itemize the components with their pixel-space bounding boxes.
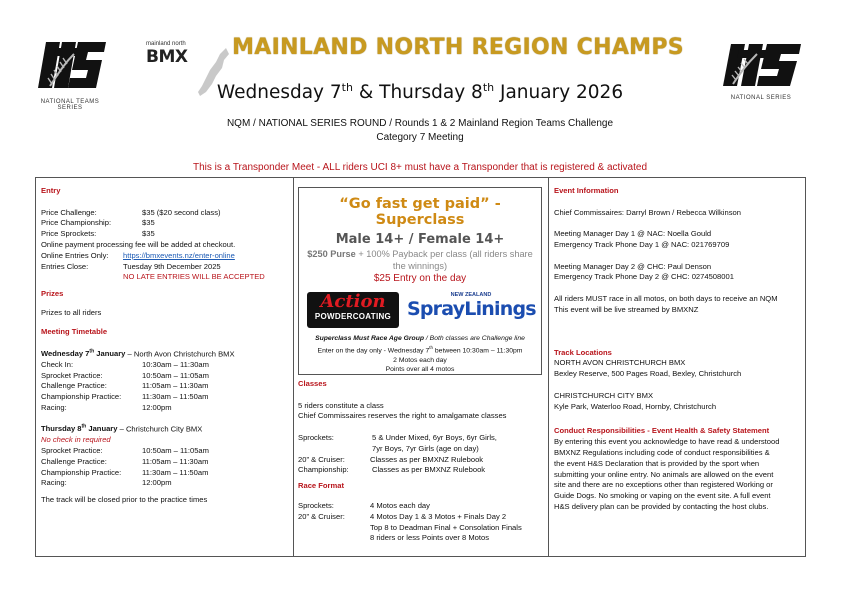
superclass-purse: $250 Purse + 100% Payback per class (all riders share the winnings) [307, 249, 533, 271]
track-phone-day1: Emergency Track Phone Day 1 @ NAC: 021769709 [554, 239, 730, 249]
timetable-row [41, 371, 289, 382]
sponsor-logos [299, 288, 541, 334]
timetable-row [41, 403, 289, 414]
timetable-time: 11:05am – 11:30am [142, 456, 209, 466]
no-late-entries: NO LATE ENTRIES WILL BE ACCEPTED [123, 272, 265, 282]
column-divider [548, 177, 549, 557]
track-phone-day2: Emergency Track Phone Day 2 @ CHC: 0274508001 [554, 272, 734, 282]
day1-title: Wednesday 7th January – North Avon Christchurch BMX [41, 348, 235, 359]
sprockets-classes-row: Sprockets: 5 & Under Mixed, 6yr Boys, 6yr Girls, [298, 432, 497, 442]
meeting-manager-day2: Meeting Manager Day 2 @ CHC: Paul Denson [554, 261, 712, 271]
meeting-manager-day1: Meeting Manager Day 1 @ NAC: Noella Gould [554, 229, 712, 239]
timetable-time: 11:30am – 11:50am [142, 392, 209, 402]
superclass-rule: Superclass Must Race Age Group / Both classes are Challenge line [315, 335, 525, 342]
timetable-time: 10:50am – 11:05am [142, 370, 209, 380]
conduct-line: Guide Dogs. No smoking or vaping on the event site. A full event [554, 491, 771, 501]
timetable-time: 11:05am – 11:30am [142, 381, 209, 391]
format-cruiser-cont1: Top 8 to Deadman Final + Consolation Finals [370, 522, 522, 532]
ns-logo-icon [30, 40, 110, 92]
prizes-heading: Prizes [41, 289, 64, 299]
timetable-time: 10:30am – 11:30am [142, 359, 209, 369]
fee-note: Online payment processing fee will be added at checkout. [41, 239, 236, 249]
championship-classes-row: Championship: Classes as per BMXNZ Rulebook [298, 465, 486, 475]
livestream-note: This event will be live streamed by BMXNZ [554, 304, 699, 314]
superclass-motos: 2 Motos each day [393, 357, 447, 365]
track-locations-heading: Track Locations [554, 347, 612, 357]
classes-line2: Chief Commissaires reserves the right to amalgamate classes [298, 411, 507, 421]
cruiser-classes-row: 20” & Cruiser: Classes as per BMXNZ Rulebook [298, 454, 484, 464]
timetable-label: Sprocket Practice: [41, 370, 103, 380]
timetable-row [41, 392, 289, 403]
timetable-heading: Meeting Timetable [41, 326, 108, 336]
event-date: Wednesday 7th & Thursday 8th January 2026 [216, 81, 624, 103]
conduct-statement [554, 437, 802, 513]
middle-column [298, 379, 546, 544]
timetable-label: Challenge Practice: [41, 381, 107, 391]
timetable-label: Racing: [41, 403, 67, 413]
club-logo-big-text: BMX [146, 47, 188, 67]
timetable-row [41, 468, 289, 479]
conduct-line: H&S delivery plan can be provided by contacting the host clubs. [554, 501, 769, 511]
nqm-note: All riders MUST race in all motos, on both days to receive an NQM [554, 293, 778, 303]
timetable-time: 12:00pm [142, 478, 172, 488]
track2-address: Kyle Park, Waterloo Road, Hornby, Christchurch [554, 401, 717, 411]
superclass-points: Points over all 4 motos [385, 366, 455, 374]
online-entry-row: Online Entries Only: https://bmxevents.nz/enter-online [41, 250, 235, 260]
timetable-row [41, 381, 289, 392]
timetable-time: 10:50am – 11:05am [142, 446, 209, 455]
superclass-classes: Male 14+ / Female 14+ [335, 232, 505, 247]
conduct-line: By entering this event you acknowledge to have read & understood [554, 437, 780, 447]
classes-heading: Classes [298, 379, 327, 388]
day2-note: No check in required [41, 435, 111, 445]
conduct-line: site and there are no exceptions other than registered Working or [554, 480, 773, 490]
club-logo-small-text: mainland north [146, 41, 186, 47]
timetable-label: Challenge Practice: [41, 456, 107, 466]
track2-name: CHRISTCHURCH CITY BMX [554, 390, 654, 400]
logo-caption: NATIONAL TEAMS SERIES [40, 99, 100, 111]
superclass-entry-fee: $25 Entry on the day [373, 273, 467, 284]
superclass-title: “Go fast get paid” - Superclass [339, 196, 501, 228]
event-subtitle: NQM / NATIONAL SERIES ROUND / Rounds 1 & 2 Mainland Region Teams Challenge [226, 118, 614, 129]
format-sprockets-row: Sprockets: 4 Motos each day [298, 500, 430, 510]
timetable-row [41, 360, 289, 371]
national-teams-series-logo [30, 40, 110, 111]
right-column [554, 186, 802, 513]
event-info-heading: Event Information [554, 186, 619, 195]
conduct-line: the event H&S Declaration that is provided by the sport when [554, 458, 760, 468]
price-challenge-row: Price Challenge: $35 ($20 second class) [41, 207, 221, 217]
timetable-row [41, 446, 289, 457]
ns-logo-icon [717, 42, 805, 90]
prizes-text: Prizes to all riders [41, 307, 102, 317]
sprockets-classes-cont: 7yr Boys, 7yr Girls (age on day) [372, 443, 479, 453]
timetable-time: 11:30am – 11:50am [142, 467, 209, 477]
day1-timetable [41, 360, 289, 414]
timetable-row [41, 457, 289, 468]
price-championship-row: Price Championship: $35 [41, 218, 155, 228]
timetable-label: Championship Practice: [41, 467, 122, 477]
conduct-line: BMXNZ Regulations including code of conduct responsibilities & [554, 447, 770, 457]
logo-caption: NATIONAL SERIES [730, 95, 792, 101]
timetable-row [41, 478, 289, 489]
left-column [41, 186, 289, 506]
national-series-logo [717, 42, 805, 101]
superclass-box [298, 187, 542, 375]
day2-timetable [41, 446, 289, 489]
track1-name: NORTH AVON CHRISTCHURCH BMX [554, 358, 686, 368]
conduct-line: submitting your online entry. No animals are allowed on the event [554, 469, 774, 479]
race-format-heading: Race Format [298, 481, 345, 491]
superclass-enter-line: Enter on the day only - Wednesday 7th between 10:30am – 11:30pm [317, 345, 523, 355]
spraylinings-logo: NEW ZEALAND SprayLinings [407, 292, 536, 320]
action-powdercoating-logo: Action POWDERCOATING [307, 292, 399, 328]
classes-line1: 5 riders constitute a class [298, 400, 384, 410]
entry-heading: Entry [41, 186, 61, 195]
transponder-notice: This is a Transponder Meet - ALL riders UCI 8+ must have a Transponder that is registered & activated [192, 162, 648, 173]
event-category: Category 7 Meeting [376, 132, 464, 143]
conduct-heading: Conduct Responsibilities - Event Health & Safety Statement [554, 426, 770, 436]
chief-commissaires: Chief Commissaires: Darryl Brown / Rebecca Wilkinson [554, 207, 741, 217]
column-divider [293, 177, 294, 557]
track1-address: Bexley Reserve, 500 Pages Road, Bexley, Christchurch [554, 369, 742, 379]
timetable-label: Racing: [41, 478, 67, 488]
entries-close-row: Entries Close: Tuesday 9th December 2025 [41, 261, 221, 271]
online-entry-link[interactable]: https://bmxevents.nz/enter-online [123, 250, 235, 260]
format-cruiser-row: 20” & Cruiser: 4 Motos Day 1 & 3 Motos + Finals Day 2 [298, 511, 507, 521]
timetable-label: Check In: [41, 359, 74, 369]
day2-title: Thursday 8th January – Christchurch City BMX [41, 423, 203, 434]
event-title: MAINLAND NORTH REGION CHAMPS [232, 35, 684, 60]
format-cruiser-cont2: 8 riders or less Points over 8 Motos [370, 533, 490, 543]
timetable-label: Sprocket Practice: [41, 446, 103, 455]
timetable-label: Championship Practice: [41, 392, 122, 402]
timetable-time: 12:00pm [142, 403, 172, 413]
closing-note: The track will be closed prior to the practice times [41, 495, 208, 505]
price-sprockets-row: Price Sprockets: $35 [41, 229, 155, 239]
